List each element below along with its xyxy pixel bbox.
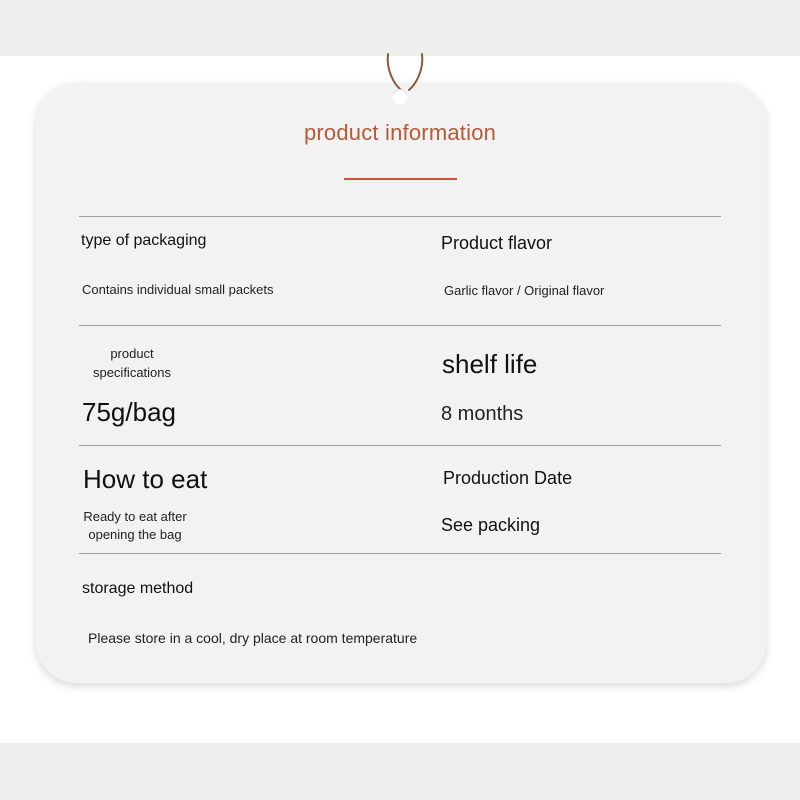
specifications-label-line2: specifications <box>92 365 172 380</box>
storage-method-label: storage method <box>82 580 194 597</box>
divider-line <box>79 553 721 554</box>
divider-line <box>79 216 721 217</box>
how-to-eat-value-line2: opening the bag <box>88 527 182 542</box>
specifications-value: 75g/bag <box>82 397 176 427</box>
specifications-label-line1: product <box>110 346 154 361</box>
packaging-value: Contains individual small packets <box>82 282 274 297</box>
production-date-value: See packing <box>441 515 541 535</box>
divider-line <box>79 445 721 446</box>
divider-line <box>79 325 721 326</box>
title-underline <box>344 178 457 180</box>
shelf-life-label: shelf life <box>442 349 538 379</box>
bottom-background-band <box>0 743 800 800</box>
how-to-eat-value-line1: Ready to eat after <box>83 509 187 524</box>
flavor-value: Garlic flavor / Original flavor <box>444 283 605 298</box>
storage-method-value: Please store in a cool, dry place at room temperature <box>88 630 418 646</box>
hang-hole <box>392 89 408 105</box>
production-date-label: Production Date <box>443 468 573 488</box>
packaging-label: type of packaging <box>81 232 207 249</box>
shelf-life-value: 8 months <box>441 403 524 425</box>
how-to-eat-label: How to eat <box>83 464 208 494</box>
flavor-label: Product flavor <box>441 233 553 253</box>
top-background-band <box>0 0 800 56</box>
card-title: product information <box>303 120 497 145</box>
